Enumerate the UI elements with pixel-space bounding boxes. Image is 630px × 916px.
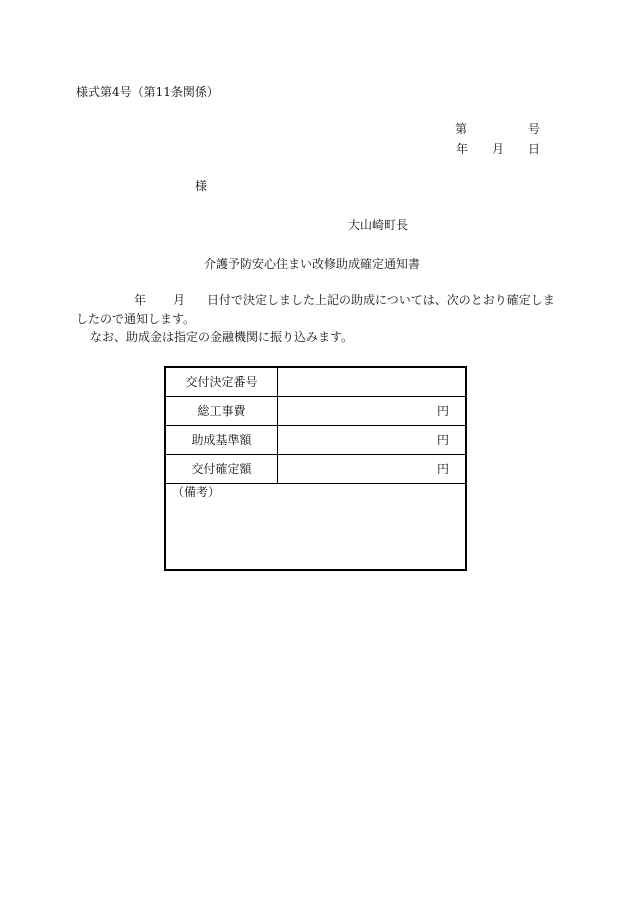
form-number: 様式第4号（第11条関係） [76, 85, 219, 99]
table-row-value [278, 426, 465, 454]
recipient-honorific: 様 [195, 179, 208, 193]
body-line-3: なお、助成金は指定の金融機関に振り込みます。 [90, 330, 354, 344]
body-month-label: 月 [173, 293, 186, 307]
document-title: 介護予防安心住まい改修助成確定通知書 [204, 257, 421, 271]
amount-table [164, 366, 467, 571]
document-number-suffix: 号 [528, 122, 541, 136]
table-row-label: 総工事費 [166, 397, 278, 425]
date-year-label: 年 [456, 142, 469, 156]
table-row-value [278, 397, 465, 425]
yen-unit: 円 [436, 462, 449, 476]
body-line-1: 日付で決定しました上記の助成については、次のとおり確定しま [207, 293, 555, 307]
table-row-label: 助成基準額 [166, 426, 278, 454]
table-row-confirmed-amount [166, 455, 465, 484]
issuer: 大山崎町長 [348, 218, 409, 232]
table-row-value [278, 455, 465, 483]
remarks-label: （備考） [172, 485, 221, 499]
table-row-decision-number [166, 368, 465, 397]
body-year-label: 年 [134, 293, 147, 307]
document-number-label: 第 [455, 122, 468, 136]
table-row-label: 交付確定額 [166, 455, 278, 483]
date-month-label: 月 [492, 142, 505, 156]
yen-unit: 円 [436, 433, 449, 447]
table-row-subsidy-base-amount [166, 426, 465, 455]
date-day-label: 日 [528, 142, 541, 156]
table-row-label: 交付決定番号 [166, 368, 278, 396]
yen-unit: 円 [436, 404, 449, 418]
body-line-2: したので通知します。 [76, 312, 196, 326]
table-row-total-construction-cost [166, 397, 465, 426]
table-row-value [278, 368, 465, 396]
